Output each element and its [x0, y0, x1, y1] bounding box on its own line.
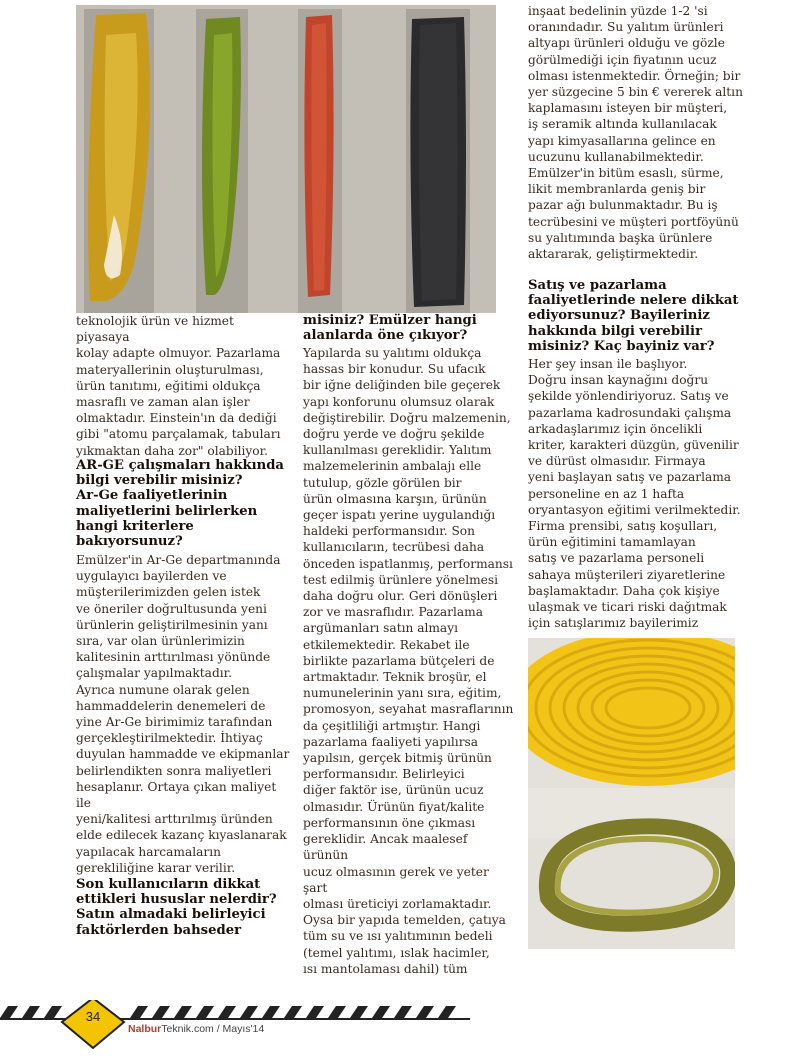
footer-stripe-decoration [0, 1000, 800, 1053]
sealant-strips-photo [76, 5, 496, 313]
col2-heading-emulzer: misiniz? Emülzer hangi alanlarda öne çıkıyor? [303, 313, 477, 344]
coiled-tape-photo [528, 638, 735, 949]
sealant-strips-illustration [76, 5, 496, 313]
brand-part-b: Teknik [161, 1023, 192, 1035]
brand-part-c: .com [191, 1023, 214, 1035]
col3-heading-sales: Satış ve pazarlama faaliyetlerinde nelere dikkat ediyorsunuz? Bayileriniz hakkında bilgi verebilir misiniz? Kaç bayiniz var? [528, 278, 739, 354]
coiled-tape-illustration [528, 638, 735, 949]
col2-paragraph-1: Yapılarda su yalıtımı oldukça hassas bir konudur. Su ufacık bir iğne deliğinden bile geçerek yapı konforunu olumsuz olarak değiştirebilir. Doğru malzemenin, doğru yerde ve doğru şekilde kullanılması gereklidir. Yalıtım malzemelerinin ambalajı elle tutulup, gözle görülen bir ürün olmasına karşın, ürünün geçer ispatı yerine uygulandığı haldeki performansıdır. Son kullanıcıların, tecrübesi daha önceden ispatlanmış, performansı test edilmiş ürünlere yönelmesi daha doğru olur. Geri dönüşleri zor ve masraflıdır. Pazarlama argümanları satın almayı etkilemektedir. Rekabet ile birlikte pazarlama bütçeleri de artmaktadır. Teknik broşür, el numunelerinin yanı sıra, eğitim, promosyon, seyahat masraflarının da çeşitliliği artmıştır. Hangi pazarlama faaliyeti yapılırsa yapılsın, gerçek bitmiş ürünün performansıdır. Belirleyici diğer faktör ise, ürünün ucuz olmasıdır. Ürünün fiyat/kalite performansının öne çıkması gereklidir. Ancak maalesef ürünün ucuz olmasının gerek ve yeter şart olması üreticiyi zorlamaktadır. Oysa bir yapıda temelden, çatıya tüm su ve ısı yalıtımının bedeli (temel yalıtımı, ıslak hacimler, ısı mantolaması dahil) tüm [303, 346, 514, 976]
issue-date: / Mayıs'14 [213, 1023, 265, 1035]
col1-heading-end-users: Son kullanıcıların dikkat ettikleri hususlar nelerdir? Satın almadaki belirleyici faktörlerden bahseder [76, 877, 277, 938]
col3-paragraph-2: Her şey insan ile başlıyor. Doğru insan kaynağını doğru şekilde yönlendiriyoruz. Satış ve pazarlama kadrosundaki çalışma arkadaşlarımız için öncelikli kriter, karakteri düzgün, güvenilir ve dürüst olmasıdır. Firmaya yeni başlayan satış ve pazarlama personeline en az 1 hafta oryantasyon eğitimi verilmektedir. Firma prensibi, satış koşulları, ürün eğitimini tamamlayan satış ve pazarlama personeli sahaya müşterileri ziyaretlerine başlamaktadır. Daha çok kişiye ulaşmak ve ticari riski dağıtmak için satışlarımız bayilerimiz [528, 357, 741, 631]
page-number: 34 [85, 1009, 101, 1024]
brand-part-a: Nalbur [128, 1023, 162, 1035]
col3-paragraph-1: inşaat bedelinin yüzde 1-2 'si oranındadır. Su yalıtım ürünleri altyapı ürünleri olduğu ve gözle görülmediği için fiyatının ucuz olması istenmektedir. Örneğin; bir yer süzgecine 5 bin € vererek altın kaplamasını isteyen bir müşteri, iş seramik altında kullanılacak yapı kimyasallarına gelince en ucuzunu kullanabilmektedir. Emülzer'in bitüm esaslı, sürme, likit membranlarda geniş bir pazar ağı bulunmaktadır. Bu iş tecrübesini ve müşteri portföyünü su yalıtımında başka ürünlere aktararak, geliştirmektedir. [528, 4, 743, 262]
col1-paragraph-2: Emülzer'in Ar-Ge departmanında uygulayıcı bayilerden ve müşterilerimizden gelen istek ve öneriler doğrultusunda yeni ürünlerin geliştirilmesinin yanı sıra, var olan ürünlerimizin kalitesinin arttırılması yönünde çalışmalar yapılmaktadır. Ayrıca numune olarak gelen hammaddelerin denemeleri de yine Ar-Ge birimimiz tarafından gerçekleştirilmektedir. İhtiyaç duyulan hammadde ve ekipmanlar belirlendikten sonra maliyetleri hesaplanır. Ortaya çıkan maliyet ile yeni/kalitesi arttırılmış üründen elde edilecek kazanç kıyaslanarak yapılacak harcamaların gerekliliğine karar verilir. [76, 553, 290, 875]
col1-paragraph-1: teknolojik ürün ve hizmet piyasaya kolay adapte olmuyor. Pazarlama materyallerinin oluşturulması, ürün tanıtımı, eğitimi oldukça masraflı ve zaman alan işler olmaktadır. Einstein'ın da dediği gibi "atomu parçalamak, tabuları yıkmaktan daha zor" olabiliyor. [76, 314, 281, 458]
footer [0, 1000, 800, 1053]
col1-heading-arge: AR-GE çalışmaları hakkında bilgi verebilir misiniz? Ar-Ge faaliyetlerinin maliyetlerini belirlerken hangi kriterlere bakıyorsunuz? [76, 458, 284, 550]
footer-brand [128, 1023, 264, 1035]
